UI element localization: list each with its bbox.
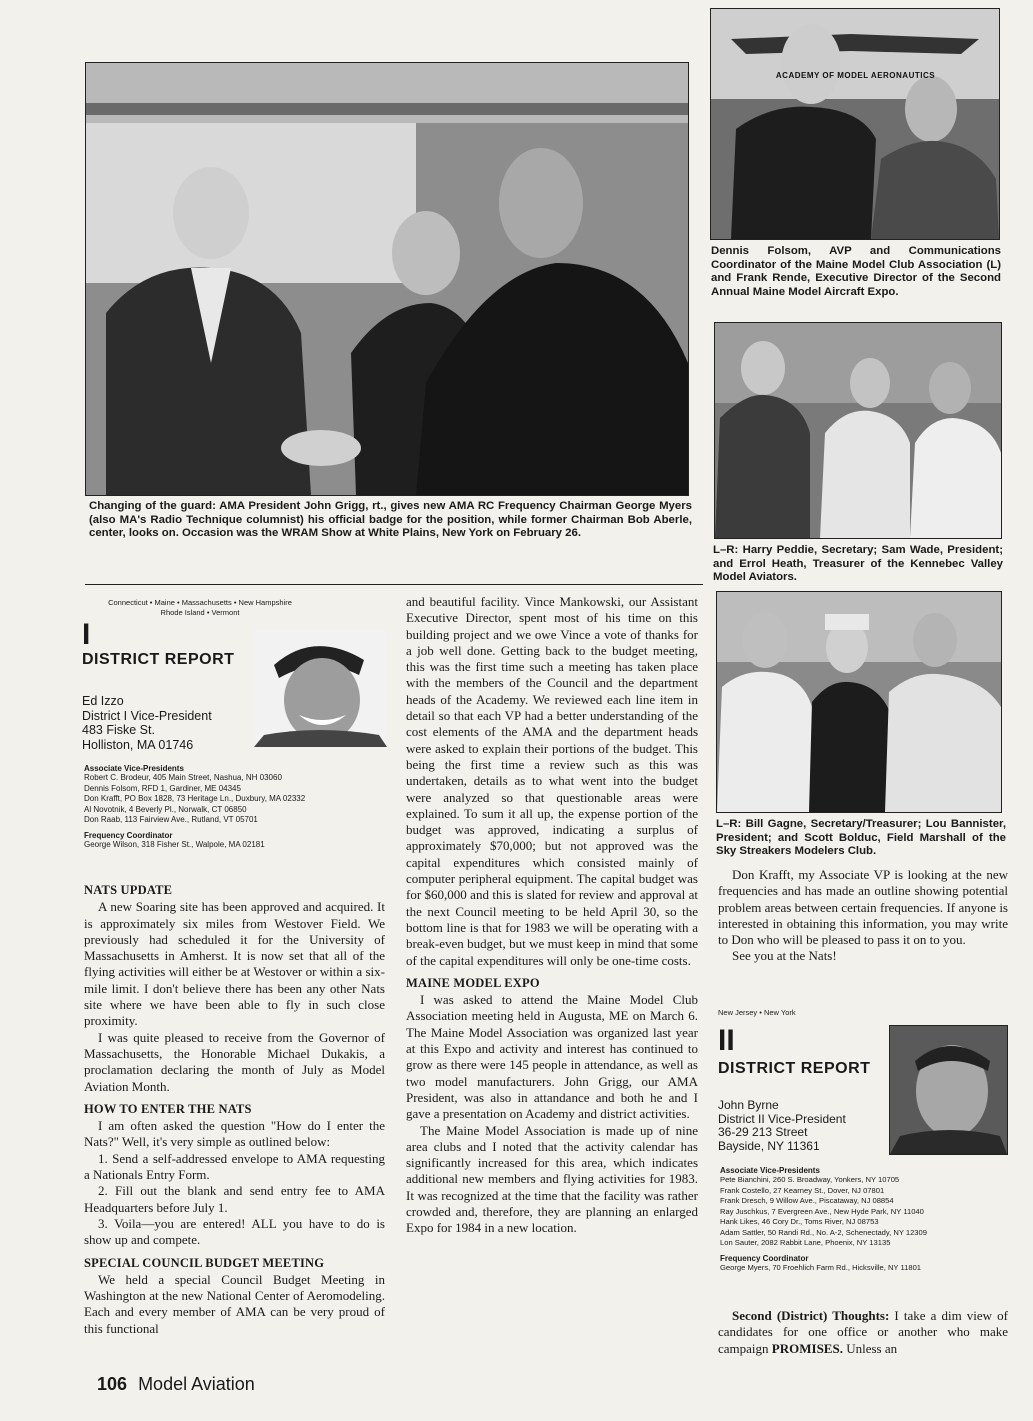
district2-assoc-heading: Associate Vice-Presidents <box>720 1166 820 1175</box>
maine-paragraph-2: The Maine Model Association is made up of nine area clubs and I noted that the activity calendar has significantly increased for this area, which indicates additional new members and flying activities for 1983. It was recognized at the time that the facility was rather crowded and, therefore, they are planning an enlarged Expo for 1984 in a new location. <box>406 1122 698 1236</box>
page-number: 106 <box>97 1374 128 1394</box>
mid-right-photo-illustration <box>715 323 1001 538</box>
thoughts-caps: PROMISES. <box>771 1340 843 1356</box>
district2-states: New Jersey • New York <box>718 1008 796 1017</box>
mid-right-caption: L–R: Harry Peddie, Secretary; Sam Wade, President; and Errol Heath, Treasurer of the Kennebec Valley Model Aviators. <box>713 544 1003 583</box>
thoughts-text: I take a dim view of candidates for one office or another who make campaign <box>718 1308 1008 1356</box>
district1-assoc-item: Dennis Folsom, RFD 1, Gardiner, ME 04345 <box>84 783 241 793</box>
page-footer <box>97 1374 255 1395</box>
column-2-text <box>406 594 698 1237</box>
district2-vp-street: 36-29 213 Street <box>718 1125 808 1140</box>
district1-vp-title: District I Vice-President <box>82 708 212 723</box>
maine-paragraph-1: I was asked to attend the Maine Model Club Association meeting held in Augusta, ME on March 6. The Maine Model Association was organized last year at this Expo and activity and interest has continued to grow as there were 145 people in attendance, as well as two model manufacturers. John Grigg, our AMA President, was also in attandance and both he and I gave a presentation on Academy and district activities. <box>406 992 698 1122</box>
district2-assoc-item: Adam Sattler, 50 Randi Rd., No. A-2, Schenectady, NY 12309 <box>720 1227 927 1237</box>
column-1-text <box>84 880 385 1337</box>
district1-portrait-illustration <box>254 630 387 747</box>
district2-freq-coord: George Myers, 70 Froehlich Farm Rd., Hicksville, NY 11801 <box>720 1262 922 1272</box>
district2-assoc-item: Ray Juschkus, 7 Evergreen Ave., New Hyde Park, NY 11040 <box>720 1206 924 1216</box>
enter-paragraph-1: I am often asked the question "How do I enter the Nats?" Well, it's very simple as outlined below: <box>84 1118 385 1150</box>
district1-assoc-item: Don Raab, 113 Fairview Ave., Rutland, VT 05701 <box>84 815 258 824</box>
low-right-photo <box>716 591 1002 813</box>
budget-paragraph-continued: and beautiful facility. Vince Mankowski, our Assistant Executive Director, spent most of his time on this building project and we owe Vince a vote of thanks for a job well done. Getting back to the budget meeting, this was the first time such a meeting has taken place with the members of the Council and the department heads of the Academy. We reviewed each line item in detail so that each VP had a better understanding of the cost elements of the AMA and the department heads were asked to explain their portions of the budget. This being the first time a review such as this was undertaken, details as to what went into the budget were analyzed so that questionable areas were explained. To sum it all up, the expense portion of the budget was approved, indicating a surplus of approximately $70,000; but not approved was the capital expenditures which consisted mainly of computer peripheral equipment. The capital budget was for $60,000 and this is slated for review and approval at the next Council meeting to be held April 30, so the bottom line is that for 1983 we will be operating with a break-even budget, but we must keep in mind that some of the capital expenditures will only be one-time costs. <box>406 594 698 968</box>
maine-expo-heading: MAINE MODEL EXPO <box>406 975 540 990</box>
district2-vp-address <box>718 1099 846 1153</box>
district1-vp-city: Holliston, MA 01746 <box>82 737 194 752</box>
district1-assoc-heading: Associate Vice-Presidents <box>84 764 184 773</box>
see-you-paragraph: See you at the Nats! <box>732 948 837 964</box>
district2-associates <box>720 1166 1020 1273</box>
enter-step-3: 3. Voila—you are entered! ALL you have to do is show up and compete. <box>84 1215 385 1248</box>
nats-paragraph-1: A new Soaring site has been approved and acquired. It is approximately six miles from Westover Field. We previously had scheduled it for the University of Massachusetts in Amherst. It is now set that all of the flying activities will either be at Westover or within a six-mile limit. I don't believe there has been any other Nats site where we have been able to fly in such close proximity. <box>84 899 385 1029</box>
district1-vp-portrait <box>254 630 387 747</box>
nats-paragraph-2: I was quite pleased to receive from the Governor of Massachusetts, the Honorable Michael Dukakis, a proclamation declaring the month of July as Model Aviation Month. <box>84 1029 385 1094</box>
top-right-photo-illustration <box>711 9 999 239</box>
thoughts-tail: Unless an <box>842 1340 898 1356</box>
district1-states: Connecticut • Maine • Massachusetts • New Hampshire Rhode Island • Vermont <box>108 598 292 617</box>
main-photo-caption: Changing of the guard: AMA President John Grigg, rt., gives new AMA RC Frequency Chairman George Myers (also MA's Radio Technique columnist) his official badge for the position, while former Chairman Bob Aberle, center, looks on. Occasion was the WRAM Show at White Plains, New York on February 26. <box>89 500 692 539</box>
district1-vp-name: Ed Izzo <box>82 694 124 708</box>
district1-assoc-item: Al Novotnik, 4 Beverly Pl., Norwalk, CT 06850 <box>84 804 247 814</box>
district1-vp-address <box>82 694 212 752</box>
nats-update-heading: NATS UPDATE <box>84 883 173 897</box>
district1-numeral: I <box>82 618 91 651</box>
photo-sign-text: ACADEMY OF MODEL AERONAUTICS <box>775 71 936 80</box>
district2-numeral: II <box>718 1024 735 1057</box>
district2-assoc-item: Pete Bianchini, 260 S. Broadway, Yonkers, NY 10705 <box>720 1175 900 1184</box>
enter-nats-heading: HOW TO ENTER THE NATS <box>84 1101 252 1116</box>
district2-assoc-item: Hank Likes, 46 Cory Dr., Toms River, NJ 08753 <box>720 1217 879 1226</box>
district1-assoc-item: Don Krafft, PO Box 1828, 73 Heritage Ln., Duxbury, MA 02332 <box>84 794 306 803</box>
enter-step-2: 2. Fill out the blank and send entry fee to AMA Headquarters before July 1. <box>84 1183 385 1215</box>
district1-freq-heading: Frequency Coordinator <box>84 830 173 840</box>
district2-vp-title: District II Vice-President <box>718 1111 846 1126</box>
district2-assoc-item: Lon Sauter, 2082 Rabbit Lane, Phoenix, NY 13135 <box>720 1238 891 1247</box>
column-3-text <box>718 867 1008 965</box>
district2-assoc-item: Frank Dresch, 9 Willow Ave., Piscataway, NJ 08854 <box>720 1196 894 1205</box>
district1-assoc-item: Robert C. Brodeur, 405 Main Street, Nashua, NH 03060 <box>84 773 282 782</box>
district2-title: DISTRICT REPORT <box>718 1060 871 1077</box>
krafft-paragraph: Don Krafft, my Associate VP is looking at the new frequencies and has made an outline showing potential problem areas between certain frequencies. If anyone is interested in obtaining this information, you may write to Don who will be pleased to pass it on to you. <box>718 867 1008 948</box>
district2-vp-name: John Byrne <box>718 1098 779 1112</box>
top-right-caption: Dennis Folsom, AVP and Communications Coordinator of the Maine Model Club Association (L) and Frank Rende, Executive Director of the Second Annual Maine Model Aircraft Expo. <box>711 245 1001 298</box>
district1-associates <box>84 764 394 850</box>
main-photo <box>85 62 689 496</box>
district2-vp-portrait <box>889 1025 1008 1155</box>
section-divider <box>85 584 703 585</box>
top-right-photo <box>710 8 1000 240</box>
district1-freq-coord: George Wilson, 318 Fisher St., Walpole, MA 02181 <box>84 839 265 849</box>
district2-vp-city: Bayside, NY 11361 <box>718 1138 820 1153</box>
budget-heading: SPECIAL COUNCIL BUDGET MEETING <box>84 1255 325 1270</box>
enter-step-1: 1. Send a self-addressed envelope to AMA requesting a Nationals Entry Form. <box>84 1150 385 1183</box>
mid-right-photo <box>714 322 1002 539</box>
district1-title: DISTRICT REPORT <box>82 651 235 668</box>
district2-freq-heading: Frequency Coordinator <box>720 1253 809 1263</box>
district2-assoc-item: Frank Costello, 27 Kearney St., Dover, NJ 07801 <box>720 1185 885 1195</box>
thoughts-lead: Second (District) Thoughts: <box>732 1308 890 1323</box>
district2-portrait-illustration <box>890 1026 1007 1154</box>
low-right-caption: L–R: Bill Gagne, Secretary/Treasurer; Lou Bannister, President; and Scott Bolduc, Field Marshall of the Sky Streakers Modelers Club. <box>716 818 1006 857</box>
low-right-photo-illustration <box>717 592 1001 812</box>
budget-paragraph-1: We held a special Council Budget Meeting in Washington at the new National Center of Aeromodeling. Each and every member of AMA can be very proud of this functional <box>84 1271 385 1336</box>
magazine-name: Model Aviation <box>138 1374 255 1394</box>
district2-thoughts <box>718 1308 1008 1357</box>
main-photo-illustration <box>86 63 688 495</box>
district1-vp-street: 483 Fiske St. <box>82 723 155 737</box>
